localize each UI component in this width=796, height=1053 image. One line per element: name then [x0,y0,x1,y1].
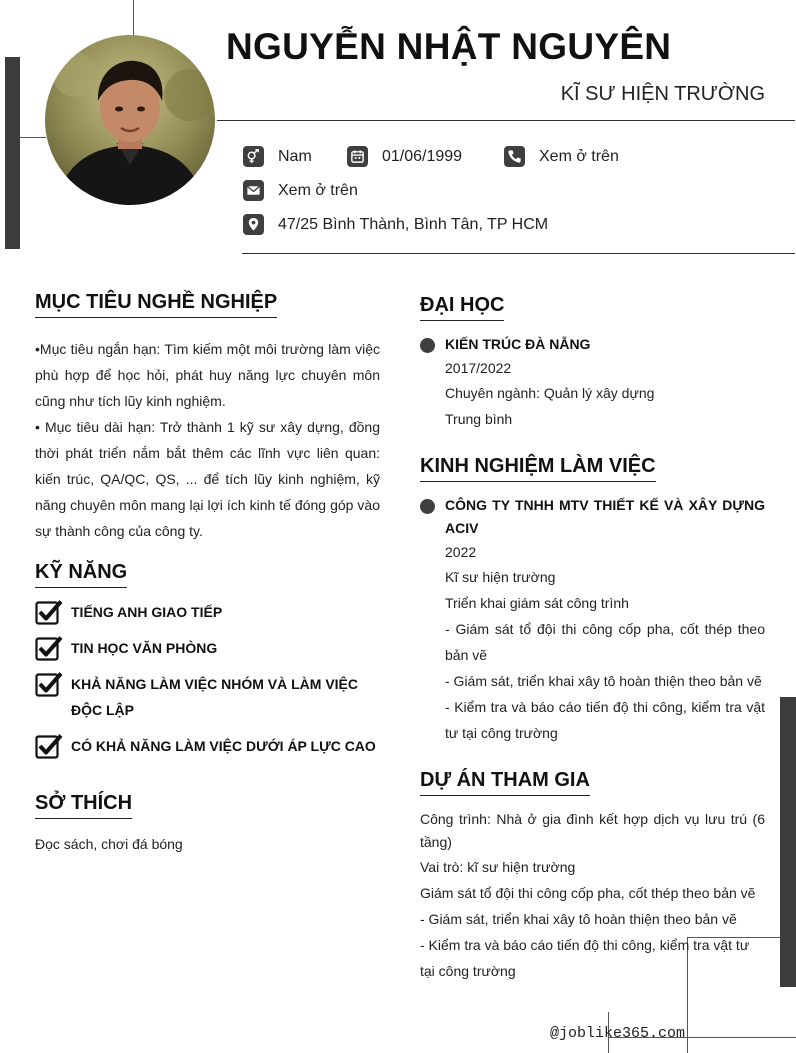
objective-long-term: • Mục tiêu dài hạn: Trở thành 1 kỹ sư xây dựng, đồng thời phát triển nắm bắt thêm các lĩnh vực liên quan: kiến trúc, QA/QC, QS, ... để tích lũy kinh nghiệm, kỹ năng chuyên môn mang lại lợi ích kinh tế đóng góp vào sự thành công của công ty. [35,419,380,539]
projects-title: DỰ ÁN THAM GIA [420,769,590,796]
project-line: - Kiểm tra và báo cáo tiến độ thi công, kiểm tra vật tư tại công trường [420,937,750,979]
school-name: KIẾN TRÚC ĐÀ NẴNG [445,336,591,352]
education-grade: Trung bình [445,411,513,427]
checkbox-checked-icon [35,671,63,697]
project-line: Vai trò: kĩ sư hiện trường [420,859,576,875]
objective-section [35,291,380,544]
objective-title: MỤC TIÊU NGHỀ NGHIỆP [35,291,277,318]
checkbox-checked-icon [35,599,63,625]
experience-title: KINH NGHIỆM LÀM VIỆC [420,455,656,482]
contact-gender [243,146,312,167]
skill-label: TIẾNG ANH GIAO TIẾP [71,604,223,620]
email-value: Xem ở trên [278,181,358,199]
contact-divider [242,253,795,254]
address-value: 47/25 Bình Thành, Bình Tân, TP HCM [278,215,549,233]
location-pin-icon [243,214,264,235]
projects-section [420,769,765,984]
skill-label: KHẢ NĂNG LÀM VIỆC NHÓM VÀ LÀM VIỆC ĐỘC LẬP [71,676,358,718]
avatar-illustration [45,35,215,205]
skill-item [35,599,380,625]
left-horizontal-line [20,137,46,138]
education-title: ĐẠI HỌC [420,294,504,321]
footer-watermark: @joblike365.com [550,1025,686,1042]
hobbies-text: Đọc sách, chơi đá bóng [35,836,183,852]
skills-title: KỸ NĂNG [35,561,127,588]
dob-value: 01/06/1999 [382,147,463,165]
email-icon [243,180,264,201]
company-name: CÔNG TY TNHH MTV THIẾT KẾ VÀ XÂY DỰNG ACIV [445,497,765,536]
education-section [420,294,765,432]
experience-line: - Giám sát, triển khai xây tô hoàn thiện theo bản vẽ [445,673,762,689]
project-line: Giám sát tổ đội thi công cốp pha, cốt thép theo bản vẽ [420,885,756,901]
bullet-dot-icon [420,499,435,514]
experience-year: 2022 [445,544,477,560]
skill-label: CÓ KHẢ NĂNG LÀM VIỆC DƯỚI ÁP LỰC CAO [71,738,376,754]
top-vertical-line [133,0,134,38]
job-title: KĨ SƯ HIỆN TRƯỜNG [560,83,765,105]
experience-line: Triển khai giám sát công trình [445,595,629,611]
right-accent-bar [780,697,796,987]
skill-label: TIN HỌC VĂN PHÒNG [71,640,218,656]
hobbies-section [35,792,380,857]
contact-address [243,214,548,235]
skills-section [35,561,380,759]
experience-position: Kĩ sư hiện trường [445,569,556,585]
skill-item [35,671,380,723]
project-line: - Giám sát, triển khai xây tô hoàn thiện theo bản vẽ [420,911,737,927]
header-divider [217,120,795,121]
skill-item [35,733,380,759]
checkbox-checked-icon [35,733,63,759]
gender-value: Nam [278,147,312,165]
contact-phone [504,146,619,167]
profile-photo [45,35,215,205]
bullet-dot-icon [420,338,435,353]
phone-icon [504,146,525,167]
checkbox-checked-icon [35,635,63,661]
experience-line: - Giám sát tổ đội thi công cốp pha, cốt thép theo bản vẽ [445,621,765,663]
objective-short-term: •Mục tiêu ngắn hạn: Tìm kiếm một môi trường làm việc phù hợp để học hỏi, phát huy năng lực chuyên môn cũng như tích lũy kinh nghiệm. [35,341,380,409]
left-accent-bar [5,57,20,249]
skill-item [35,635,380,661]
education-major: Chuyên ngành: Quản lý xây dựng [445,385,655,401]
calendar-icon [347,146,368,167]
candidate-name: NGUYỄN NHẬT NGUYÊN [226,26,672,67]
contact-dob [347,146,462,167]
gender-icon [243,146,264,167]
contact-email [243,180,358,201]
project-line: Công trình: Nhà ở gia đình kết hợp dịch vụ lưu trú (6 tầng) [420,811,765,850]
phone-value: Xem ở trên [539,147,619,165]
experience-line: - Kiểm tra và báo cáo tiến độ thi công, kiểm tra vật tư tại công trường [445,699,765,741]
education-years: 2017/2022 [445,360,512,376]
hobbies-title: SỞ THÍCH [35,792,132,819]
experience-section [420,455,765,746]
